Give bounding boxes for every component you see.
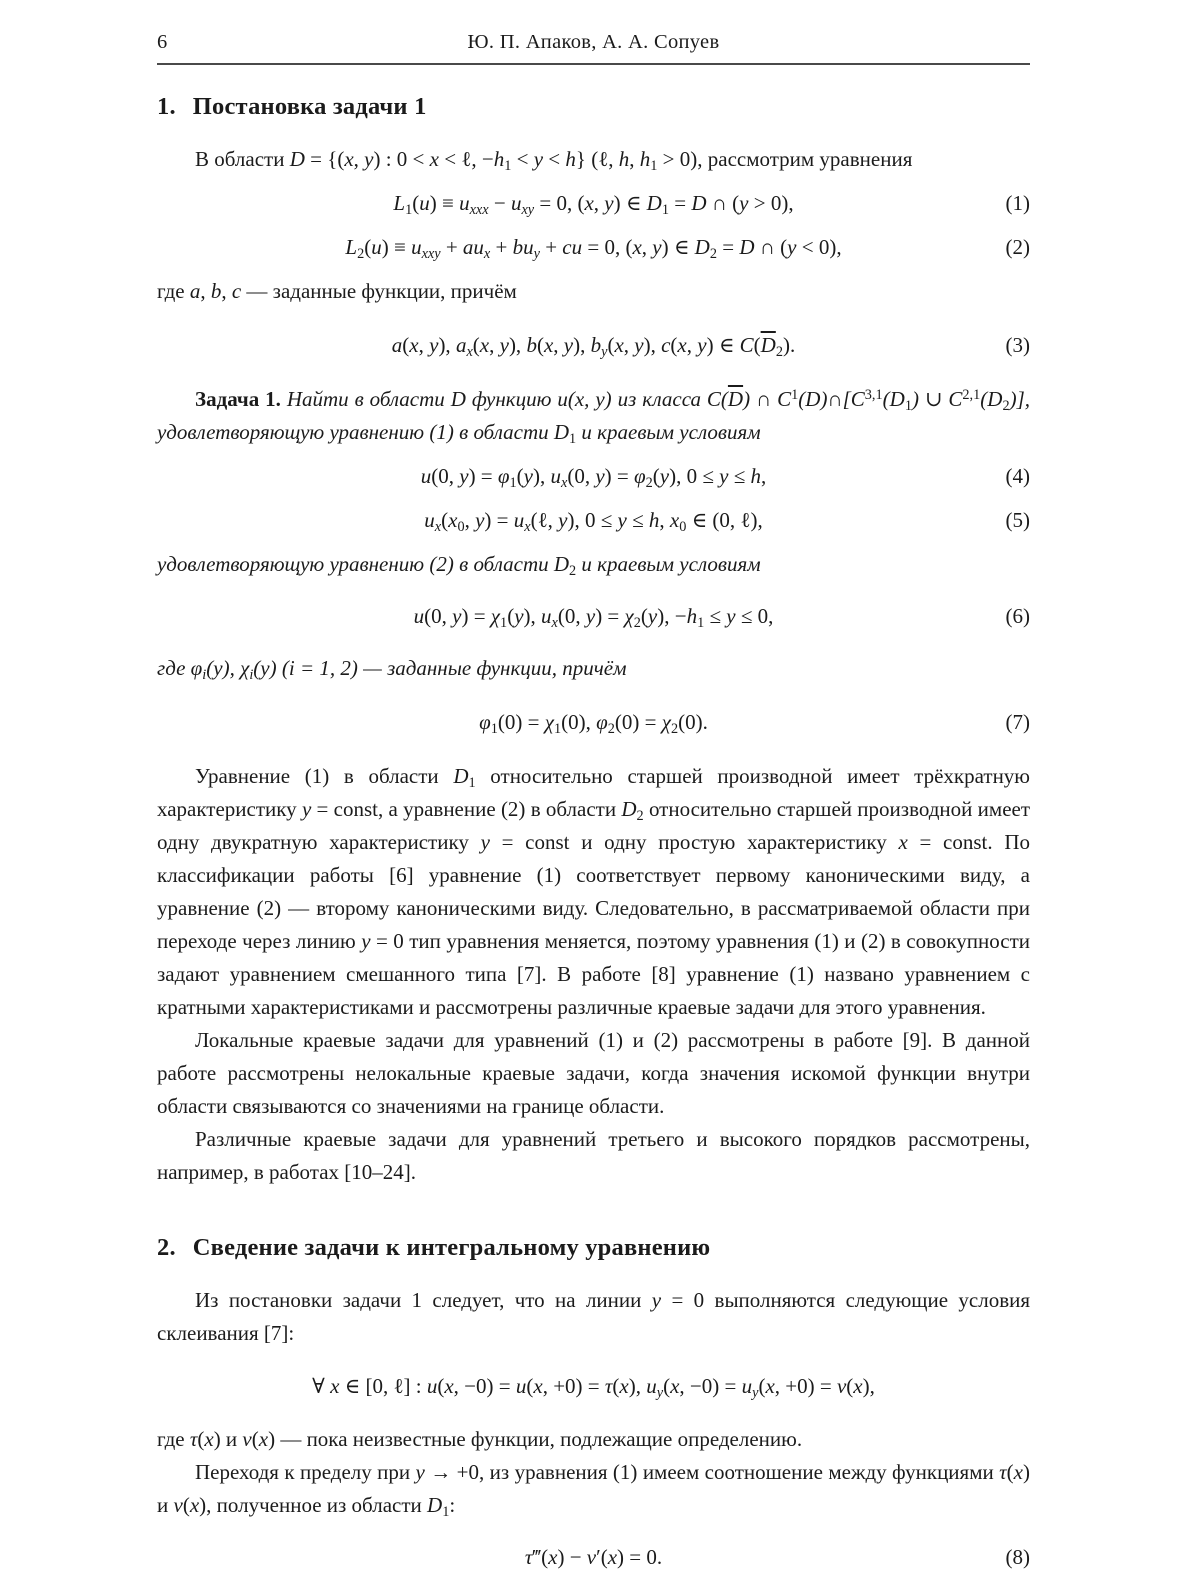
equation-gluing-conditions — [157, 1370, 1030, 1403]
equation-3-body: a(x, y), $a_x(x$, y), b(x, y), $b_y(x$, y), c(x, y) ∈ $C(\overline{D}_2)$. — [391, 333, 796, 360]
equation-1-body: $L_1(u) \equiv u_{xxx} - u_{xy} = 0$, (x, y) ∈ $D_1 = D$ ∩ (y > 0), — [393, 191, 794, 218]
equation-5-body: $u_x(x_0$, $y) = u_x(\ell$, y), 0 ≤ y ≤ h, $x_0$ ∈ (0, ℓ), — [424, 508, 763, 535]
equation-8-body: τ‴(x) − ν′(x) = 0. — [524, 1545, 663, 1569]
paragraph-various-problems: Различные краевые задачи для уравнений третьего и высокого порядков рассмотрены, например, в работах [10–24]. — [157, 1127, 1030, 1184]
equation-7 — [157, 706, 1030, 739]
equation-8 — [157, 1541, 1030, 1574]
equation-2-body: $L_2(u) \equiv u_{xxy} + au_x + bu_y$ + cu = 0, (x, y) ∈ $D_2 = D$ ∩ (y < 0), — [345, 235, 842, 262]
equation-7-body: $\varphi_1(0) = \chi_1(0)$, $\varphi_2(0) = \chi_2(0)$. — [479, 710, 708, 737]
equation-gluing-body: ∀ x ∈ [0, ℓ] : u(x, −0) = u(x, +0) = τ(x), $u_y(x$, $-0) = u_y(x$, +0) = ν(x), — [312, 1374, 875, 1401]
page-number: 6 — [157, 31, 168, 53]
equation-1 — [157, 187, 1030, 220]
paragraph-satisfy-eq2: удовлетворяющую уравнению (2) в области $D_2$ и краевым условиям — [157, 552, 761, 579]
page-header — [157, 30, 1030, 65]
running-head-authors: Ю. П. Апаков, А. А. Сопуев — [467, 31, 720, 53]
equation-7-number: (7) — [1005, 710, 1030, 734]
equation-4-body: u(0, $y) = \varphi_1(y)$, $u_x(0$, $y) = \varphi_2(y)$, 0 ≤ y ≤ h, — [420, 464, 767, 491]
equation-3 — [157, 329, 1030, 362]
equation-5-number: (5) — [1005, 508, 1030, 532]
equation-2-number: (2) — [1005, 235, 1030, 259]
section-1-title: Постановка задачи 1 — [192, 93, 427, 120]
paragraph-characteristics-analysis: Уравнение (1) в области $D_1$ относительно старшей производной имеет трёхкратную характеристику y = const, а уравнение (2) в области $D_2$ относительно старшей производной имеет одну двукратную характеристику y = const и одну простую характеристику x = const. По классификации работы [6] уравнение (1) соответствует первому каноническими виду, а уравнение (2) — второму каноническими виду. Следовательно, в рассматриваемой области при переходе через линию y = 0 тип уравнения меняется, поэтому уравнения (1) и (2) в совокупности задают уравнением смешанного типа [7]. В работе [8] уравнение (1) названо уравнением с кратными характеристиками и рассмотрены различные краевые задачи для этого уравнения. — [157, 764, 1031, 1019]
section-1-number: 1. — [157, 93, 176, 120]
equation-5 — [157, 504, 1030, 537]
equation-8-number: (8) — [1005, 1545, 1030, 1569]
section-2-heading — [157, 1233, 1030, 1263]
paragraph-where-abc: где a, b, c — заданные функции, причём — [157, 279, 517, 303]
equation-1-number: (1) — [1005, 191, 1030, 215]
section-2-title: Сведение задачи к интегральному уравнению — [192, 1234, 711, 1261]
paragraph-task-1: Задача 1. Найти в области D функцию u(x, y) из класса $C(\overline{D})$ ∩ $C^1(D)\cap[C^{3,1}(D_1)$ ∪ $C^{2,1}(D_2)$], удовлетворяющую уравнению (1) в области $D_1$ и краевым условиям — [157, 386, 1030, 447]
paragraph-local-problems: Локальные краевые задачи для уравнений (1) и (2) рассмотрены в работе [9]. В данной работе рассмотрены нелокальные краевые задачи, когда значения искомой функции внутри области связываются со значениями на границе области. — [157, 1028, 1030, 1118]
equation-4-number: (4) — [1005, 464, 1030, 488]
equation-2 — [157, 231, 1030, 264]
paragraph-domain-intro: В области D = {(x, y) : 0 < x < ℓ, $-h_1 < y < h$} (ℓ, h, $h_1 > 0$), рассмотрим уравнения — [195, 147, 913, 174]
section-1-heading — [157, 92, 1030, 122]
equation-6-body: u(0, $y) = \chi_1(y)$, $u_x(0$, $y) = \chi_2(y)$, $-h_1 \le y \le 0$, — [413, 604, 774, 631]
section-2-number: 2. — [157, 1234, 176, 1261]
equation-3-number: (3) — [1005, 333, 1030, 357]
equation-6-number: (6) — [1005, 604, 1030, 628]
equation-6 — [157, 600, 1030, 633]
paragraph-gluing-conditions-intro: Из постановки задачи 1 следует, что на линии y = 0 выполняются следующие условия склеивания [7]: — [157, 1288, 1031, 1345]
paragraph-limit-transition: Переходя к пределу при y → +0, из уравнения (1) имеем соотношение между функциями τ(x) и ν(x), полученное из области $D_1$: — [157, 1460, 1030, 1520]
equation-4 — [157, 460, 1030, 493]
paragraph-where-phi-chi: где $\varphi_i(y)$, $\chi_i(y) (i = 1$, 2) — заданные функции, причём — [157, 656, 627, 683]
paragraph-where-tau-nu: где τ(x) и ν(x) — пока неизвестные функции, подлежащие определению. — [157, 1427, 803, 1451]
